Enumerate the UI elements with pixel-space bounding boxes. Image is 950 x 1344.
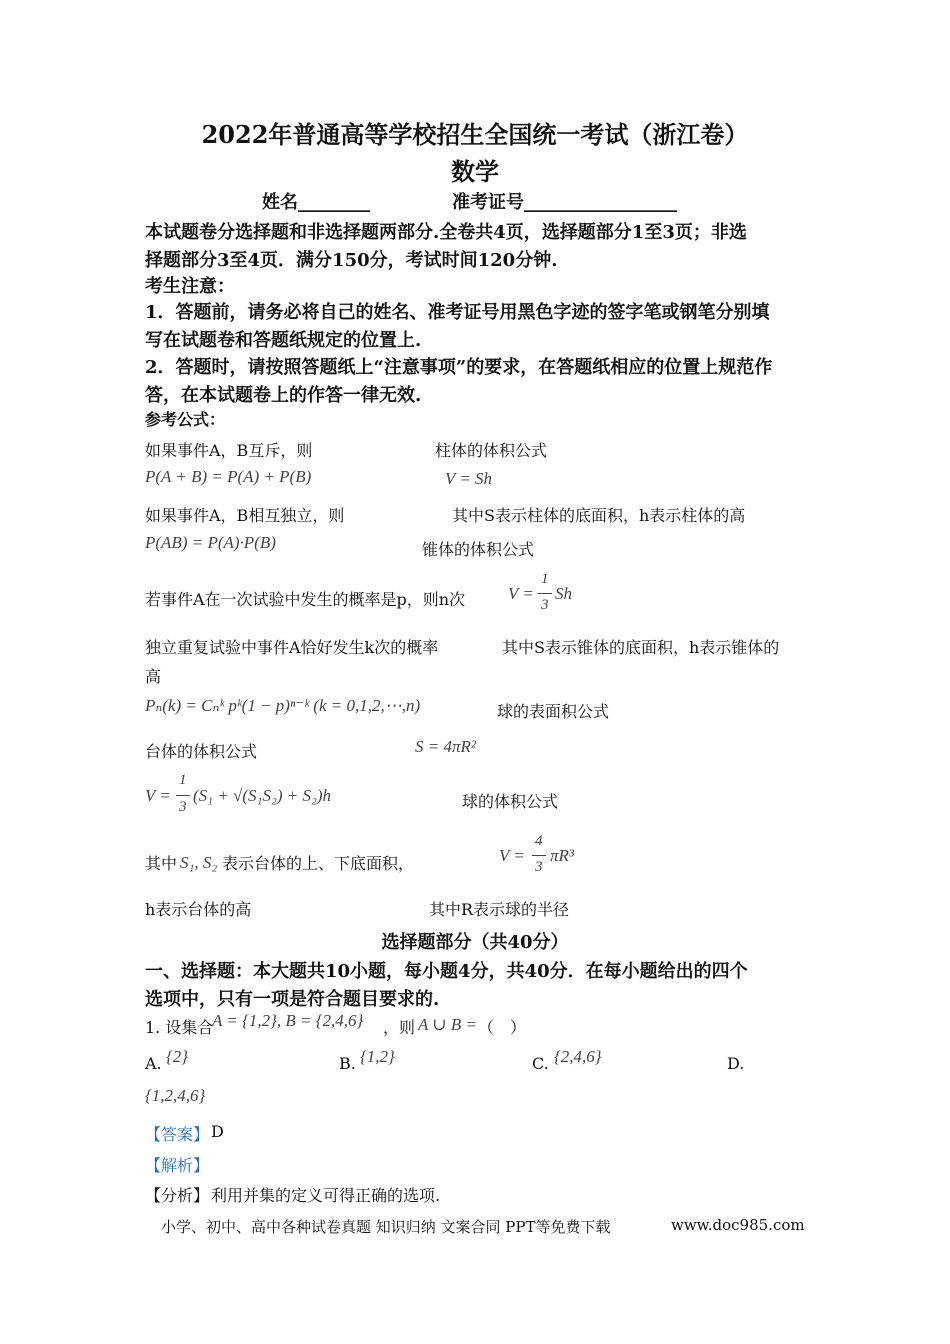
formula-text: 其中 [145,854,178,873]
notice-title: 考生注意： [145,276,235,297]
question-stem: ，则 [383,1018,416,1037]
formula-text: 球的表面积公式 [497,702,610,721]
formula-math: S = 4πR² [415,737,476,756]
formula-math: πR³ [550,846,574,865]
fraction-bar [538,593,552,594]
formula-text: 球的体积公式 [462,792,559,811]
option-d: {1,2,4,6} [145,1086,206,1105]
formula-text: 表示台体的上、下底面积， [222,854,415,873]
fraction-denominator: 3 [541,597,549,613]
option-a-label: A. [145,1054,162,1073]
formula-text: 若事件A在一次试验中发生的概率是p，则n次 [145,590,466,609]
formula-math: P(A + B) = P(A) + P(B) [145,467,312,486]
formula-text: h表示台体的高 [145,900,252,919]
analysis-tag: 【解析】 [145,1156,210,1175]
fraction-numerator: 1 [179,772,187,788]
option-c: {2,4,6} [554,1047,602,1066]
fraction-bar [532,855,546,856]
footer-url[interactable]: www.doc985.com [671,1216,805,1234]
option-b: {1,2} [360,1047,395,1066]
formula-math: Sh [555,584,572,603]
fenxi-text: 利用并集的定义可得正确的选项. [211,1186,441,1205]
formula-math: P(AB) = P(A)·P(B) [145,533,276,552]
option-c-label: C. [532,1054,549,1073]
formula-text: 其中S表示锥体的底面积，h表示锥体的 [502,638,780,657]
formula-math: V = [508,584,534,603]
question-stem: （ ） [478,1018,527,1037]
notice-1b: 写在试题卷和答题纸规定的位置上. [145,330,422,351]
fraction-numerator: 4 [535,833,543,849]
fenxi-tag: 【分析】 [145,1186,210,1205]
name-field: 姓名________ [262,192,370,213]
fraction-bar [176,795,190,796]
section-title: 选择题部分（共40分） [381,932,569,953]
formula-text: 柱体的体积公式 [435,441,548,460]
answer-tag: 【答案】 [145,1125,210,1144]
fraction-denominator: 3 [535,859,543,875]
section-intro-2: 选项中，只有一项是符合题目要求的. [145,989,440,1010]
footer-text: 小学、初中、高中各种试卷真题 知识归纳 文案合同 PPT等免费下载 [161,1218,611,1236]
formula-math: S₁, S₂ [180,853,218,872]
formula-math: Pₙ(k) = Cₙᵏ pᵏ(1 − p)ⁿ⁻ᵏ (k = 0,1,2,⋯,n) [145,696,421,715]
reference-title: 参考公式： [145,410,226,429]
notice-2a: 2．答题时，请按照答题纸上“注意事项”的要求，在答题纸相应的位置上规范作 [145,357,773,378]
question-stem: 1. 设集合 [145,1018,214,1037]
option-b-label: B. [339,1054,356,1073]
exam-title: 2022年普通高等学校招生全国统一考试（浙江卷） [201,120,749,149]
exam-id-field: 准考证号_________________ [452,192,677,213]
formula-text: 其中R表示球的半径 [429,900,570,919]
notice-2b: 答，在本试题卷上的作答一律无效. [145,385,422,406]
intro-line-2: 择题部分3至4页．满分150分，考试时间120分钟. [145,250,558,271]
formula-text: 高 [145,667,162,686]
question-math: A = {1,2}, B = {2,4,6} [212,1011,364,1030]
notice-1a: 1．答题前，请务必将自己的姓名、准考证号用黑色字迹的签字笔或钢笔分别填 [145,302,770,323]
subject-title: 数学 [451,157,499,186]
formula-math: (S₁ + √(S₁S₂) + S₂)h [193,786,332,805]
formula-math: V = Sh [445,469,493,488]
section-intro-1: 一、选择题：本大题共10小题，每小题4分，共40分．在每小题给出的四个 [145,961,748,982]
option-a: {2} [166,1047,189,1066]
fraction-denominator: 3 [179,799,187,815]
intro-line-1: 本试题卷分选择题和非选择题两部分.全卷共4页，选择题部分1至3页；非选 [145,222,747,243]
formula-math: V = [499,846,525,865]
answer-value: D [211,1122,224,1141]
formula-text: 如果事件A，B互斥，则 [145,441,313,460]
formula-text: 台体的体积公式 [145,742,258,761]
formula-text: 锥体的体积公式 [422,540,535,559]
formula-text: 其中S表示柱体的底面积，h表示柱体的高 [452,506,746,525]
formula-text: 如果事件A，B相互独立，则 [145,506,345,525]
option-d-label: D. [727,1054,745,1073]
formula-text: 独立重复试验中事件A恰好发生k次的概率 [145,638,439,657]
fraction-numerator: 1 [541,571,549,587]
question-math: A ∪ B = [418,1015,477,1034]
formula-math: V = [145,786,171,805]
